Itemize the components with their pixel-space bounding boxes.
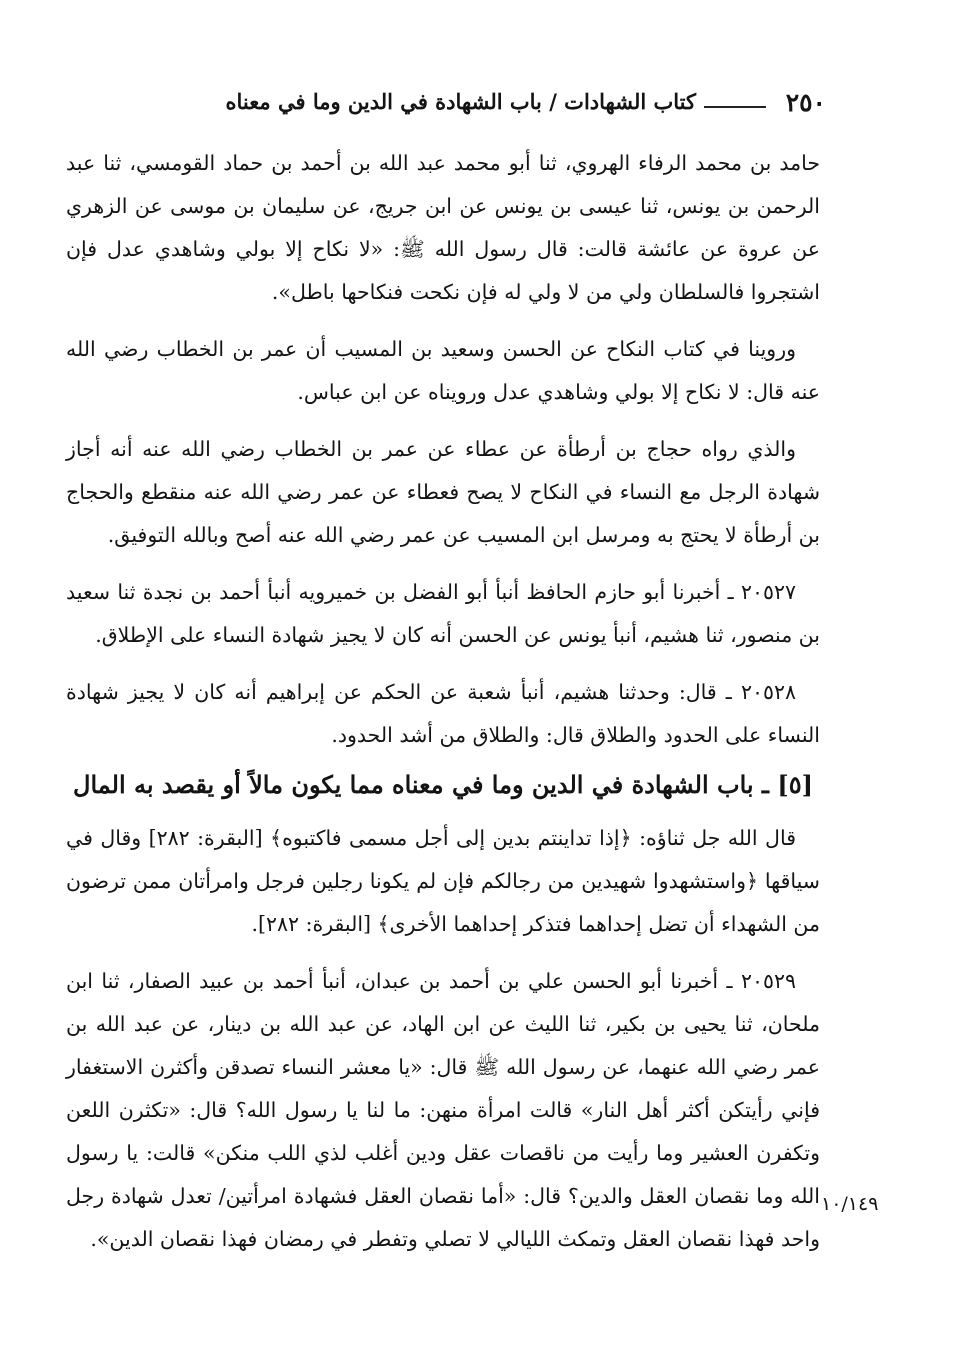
- paragraph-gap: [66, 314, 820, 328]
- paragraph: والذي رواه حجاج بن أرطأة عن عطاء عن عمر بن الخطاب رضي الله عنه أنه أجاز شهادة الرجل مع النساء في النكاح لا يصح فعطاء عن عمر رضي الله عنه منقطع والحجاج بن أرطأة لا يحتج به ومرسل ابن المسيب عن عمر رضي الله عنه أصح وبالله التوفيق.: [66, 437, 820, 547]
- paragraph-gap: [66, 557, 820, 571]
- paragraph-gap: [66, 946, 820, 960]
- hadith-20527: ٢٠٥٢٧ ـ أخبرنا أبو حازم الحافظ أنبأ أبو الفضل بن خميرويه أنبأ أحمد بن نجدة ثنا سعيد بن منصور، ثنا هشيم، أنبأ يونس عن الحسن أنه كان لا يجيز شهادة النساء على الإطلاق.: [66, 580, 820, 647]
- header-rule: [704, 106, 766, 108]
- paragraph-gap: [66, 657, 820, 671]
- running-title: كتاب الشهادات / باب الشهادة في الدين وما في معناه: [225, 89, 696, 114]
- hadith-20529: ٢٠٥٢٩ ـ أخبرنا أبو الحسن علي بن أحمد بن عبدان، أنبأ أحمد بن عبيد الصفار، ثنا ابن ملحان، ثنا يحيى بن بكير، ثنا الليث عن ابن الهاد، عن عبد الله بن دينار، عن عبد الله بن عمر رضي الله عنهما، عن رسول الله ﷺ قال: «يا معشر النساء تصدقن وأكثرن الاستغفار فإني رأيتكن أكثر أهل النار» قالت امرأة منهن: ما لنا يا رسول الله؟ قال: «تكثرن اللعن وتكفرن العشير وما رأيت من ناقصات عقل ودين أغلب لذي اللب منكن» قالت: يا رسول الله وما نقصان العقل والدين؟ قال: «أما نقصان العقل فشهادة امرأتين/ تعدل شهادة رجل واحد فهذا نقصان العقل وتمكث الليالي لا تصلي وتفطر في رمضان فهذا نقصان الدين».: [66, 969, 820, 1251]
- paragraph: وروينا في كتاب النكاح عن الحسن وسعيد بن المسيب أن عمر بن الخطاب رضي الله عنه قال: لا نكاح إلا بولي وشاهدي عدل ورويناه عن ابن عباس.: [66, 337, 820, 404]
- quran-quote-paragraph: قال الله جل ثناؤه: ﴿إذا تداينتم بدين إلى أجل مسمى فاكتبوه﴾ [البقرة: ٢٨٢] وقال في سياقها ﴿واستشهدوا شهيدين من رجالكم فإن لم يكونا رجلين فرجل وامرأتان ممن ترضون من الشهداء أن تضل إحداهما فتذكر إحداهما الأخرى﴾ [البقرة: ٢٨٢].: [66, 826, 820, 936]
- paragraph-gap: [66, 414, 820, 428]
- section-heading: [٥] ـ باب الشهادة في الدين وما في معناه مما يكون مالاً أو يقصد به المال: [73, 770, 813, 799]
- paragraph-continuation: حامد بن محمد الرفاء الهروي، ثنا أبو محمد عبد الله بن أحمد بن حماد القومسي، ثنا عبد الرحمن بن يونس، ثنا عيسى بن يونس عن ابن جريج، عن سليمان بن موسى عن الزهري عن عروة عن عائشة قالت: قال رسول الله ﷺ: «لا نكاح إلا بولي وشاهدي عدل فإن اشتجروا فالسلطان ولي من لا ولي له فإن نكحت فنكاحها باطل».: [66, 151, 820, 304]
- running-header: [66, 86, 826, 126]
- page-body: [66, 142, 820, 1261]
- hadith-20528: ٢٠٥٢٨ ـ قال: وحدثنا هشيم، أنبأ شعبة عن الحكم عن إبراهيم أنه كان لا يجيز شهادة النساء على الحدود والطلاق قال: والطلاق من أشد الحدود.: [66, 680, 820, 747]
- margin-reference: ١٠/١٤٩: [821, 1193, 879, 1215]
- page-number: ٢٥٠: [785, 88, 826, 117]
